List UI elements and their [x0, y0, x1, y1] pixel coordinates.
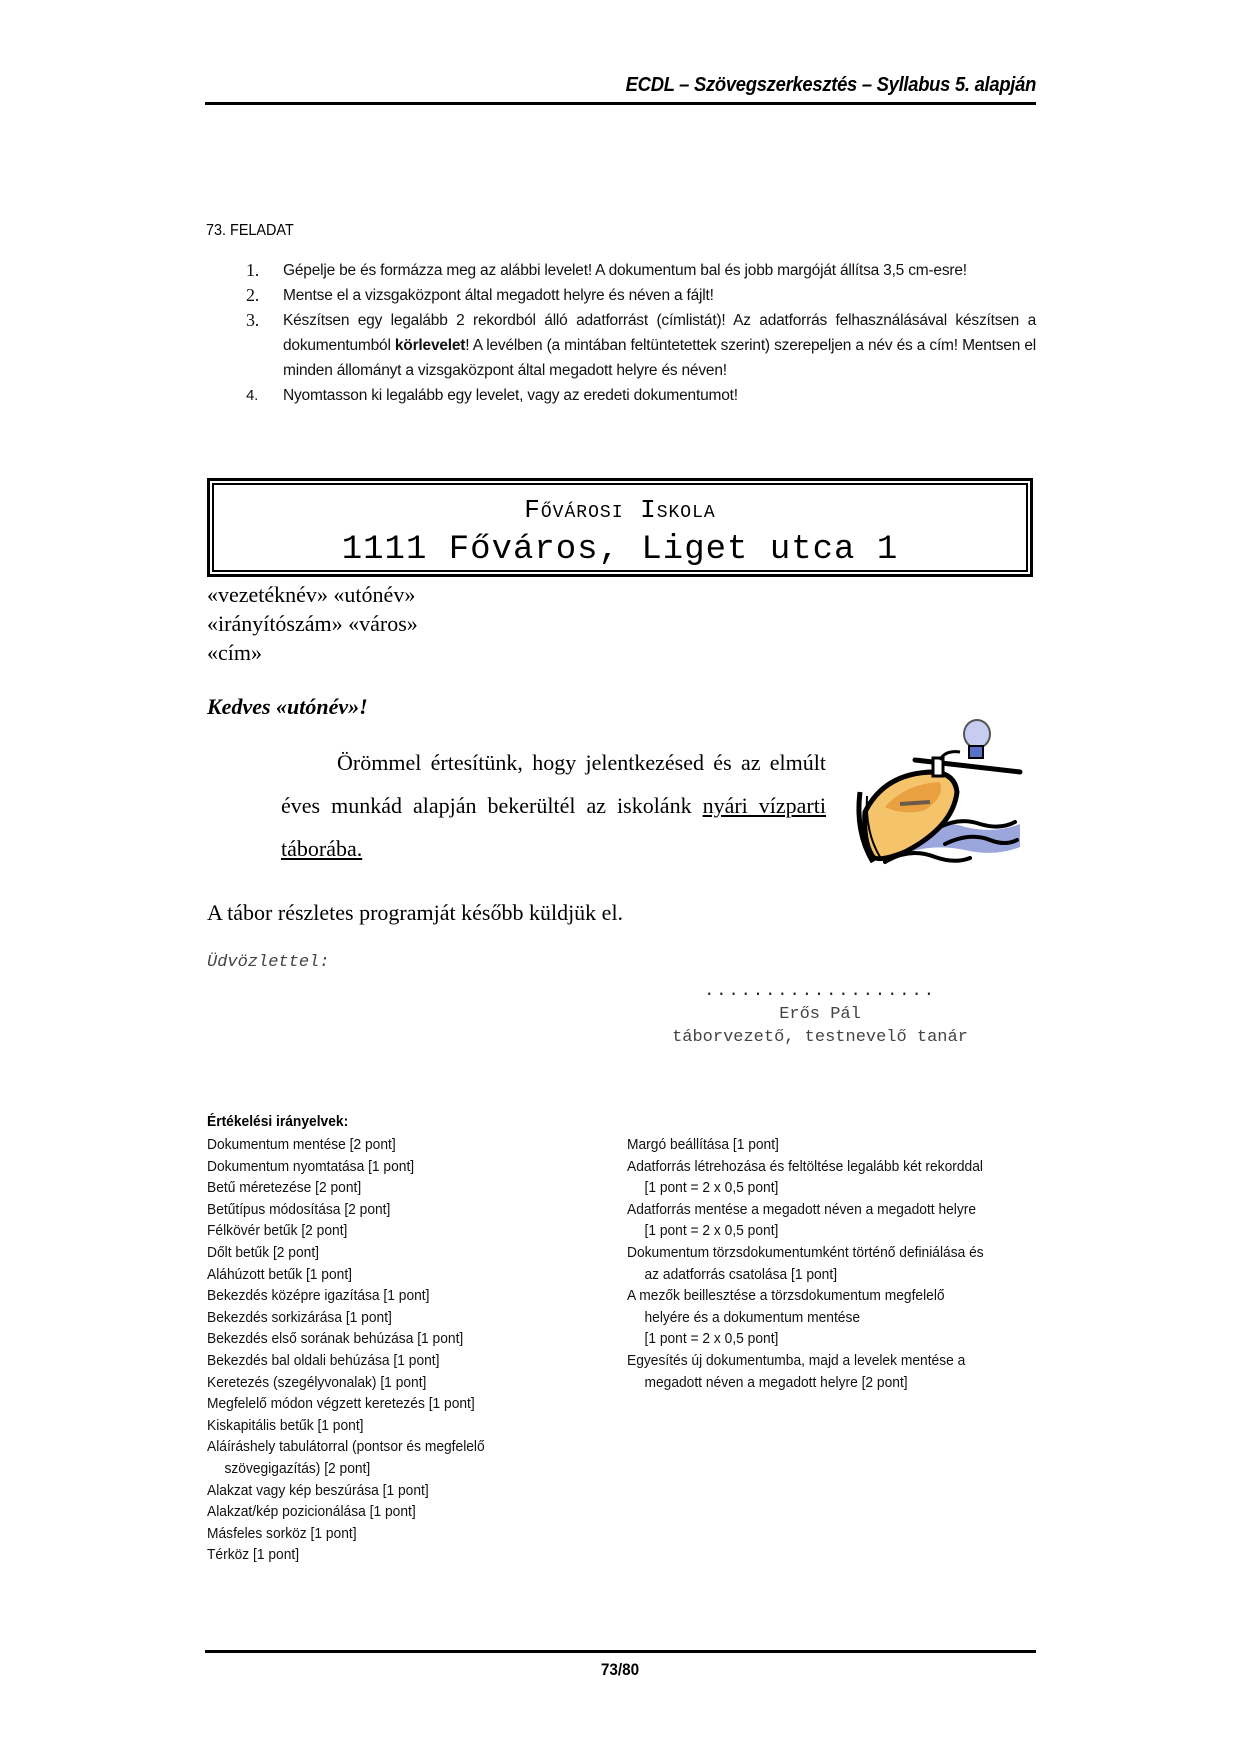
evaluation-item: Alakzat vagy kép beszúrása [1 pont] — [207, 1481, 429, 1499]
evaluation-item: Margó beállítása [1 pont] — [627, 1136, 779, 1153]
evaluation-item-continuation: az adatforrás csatolása [1 pont] — [644, 1265, 838, 1283]
evaluation-item: Adatforrás létrehozása és feltöltése legalább két rekorddal — [627, 1157, 983, 1175]
signature-line: ................... — [704, 982, 936, 1001]
evaluation-item-continuation: [1 pont = 2 x 0,5 pont] — [644, 1179, 779, 1197]
evaluation-item: Kiskapitális betűk [1 pont] — [207, 1416, 364, 1434]
task-title: 73. FELADAT — [206, 222, 294, 239]
letter-body-underlined: nyári vízparti táborába. — [281, 793, 826, 861]
evaluation-item: Bekezdés középre igazítása [1 pont] — [207, 1287, 430, 1305]
evaluation-item: Alakzat/kép pozicionálása [1 pont] — [207, 1503, 416, 1521]
task-text: Készítsen egy legalább 2 rekordból álló adatforrást (címlistát)! Az adatforrás felhasználásával készítsen a dokumentumból — [283, 312, 1036, 354]
task-item — [240, 383, 1036, 408]
evaluation-list-left — [207, 1134, 587, 1566]
evaluation-item: Egyesítés új dokumentumba, majd a levelek mentése a — [627, 1351, 966, 1369]
signer-role: táborvezető, testnevelő tanár — [672, 1028, 968, 1047]
merge-field-city: «irányítószám» «város» — [207, 611, 418, 636]
evaluation-item: Keretezés (szegélyvonalak) [1 pont] — [207, 1373, 427, 1391]
evaluation-item: Bekezdés sorkizárása [1 pont] — [207, 1308, 392, 1326]
evaluation-item: Adatforrás mentése a megadott néven a megadott helyre — [627, 1200, 977, 1218]
merge-field-name: «vezetéknév» «utónév» — [207, 582, 416, 607]
evaluation-item-continuation: szövegigazítás) [2 pont] — [224, 1459, 371, 1477]
page-number: 73/80 — [600, 1660, 640, 1679]
task-item — [240, 258, 1036, 283]
evaluation-item: Dokumentum mentése [2 pont] — [207, 1136, 396, 1153]
footer-rule — [205, 1650, 1036, 1653]
evaluation-item-continuation: megadott néven a megadott helyre [2 pont] — [644, 1373, 908, 1391]
evaluation-title: Értékelési irányelvek: — [207, 1113, 349, 1130]
letter-closing: A tábor részletes programját később küldjük el. — [207, 900, 624, 925]
letterhead-box — [207, 478, 1033, 577]
evaluation-item-continuation: [1 pont = 2 x 0,5 pont] — [644, 1222, 779, 1240]
merge-field-address: «cím» — [207, 640, 262, 665]
task-text: Gépelje be és formázza meg az alábbi levelet! A dokumentum bal és jobb margóját állítsa 3,5 cm-esre! — [283, 262, 967, 279]
task-text-bold: körlevelet — [394, 337, 466, 354]
task-text: ! A levélben (a mintában feltüntetettek szerint) szerepeljen a név és a cím! Mentsen el minden állományt a vizsgaközpont által megadott helyre és néven! — [283, 337, 1036, 379]
evaluation-item: A mezők beillesztése a törzsdokumentum megfelelő — [627, 1287, 945, 1305]
evaluation-item: Bekezdés első sorának behúzása [1 pont] — [207, 1330, 464, 1348]
task-number: 2. — [246, 285, 260, 305]
task-item — [240, 283, 1036, 308]
signer-name: Erős Pál — [779, 1005, 861, 1024]
evaluation-item-continuation: helyére és a dokumentum mentése — [644, 1308, 861, 1326]
letter-greeting: Kedves «utónév»! — [207, 694, 368, 719]
evaluation-item-continuation: [1 pont = 2 x 0,5 pont] — [644, 1330, 779, 1348]
running-header: ECDL – Szövegszerkesztés – Syllabus 5. alapján — [625, 74, 1036, 96]
school-name: Fővárosi Iskola — [524, 495, 716, 525]
task-number: 4. — [246, 387, 259, 404]
school-address: 1111 Főváros, Liget utca 1 — [341, 531, 899, 569]
evaluation-item: Dokumentum törzsdokumentumként történő definiálása és — [627, 1243, 984, 1261]
evaluation-item: Aláhúzott betűk [1 pont] — [207, 1265, 353, 1283]
evaluation-item: Másfeles sorköz [1 pont] — [207, 1524, 357, 1542]
task-item — [240, 308, 1036, 383]
evaluation-item: Betű méretezése [2 pont] — [207, 1179, 362, 1197]
evaluation-item: Betűtípus módosítása [2 pont] — [207, 1200, 391, 1218]
evaluation-item: Dőlt betűk [2 pont] — [207, 1243, 320, 1261]
letter-body-text: Örömmel értesítünk, hogy jelentkezésed és az elmúlt éves munkád alapján bekerültél az iskolánk — [281, 750, 826, 818]
evaluation-item: Dokumentum nyomtatása [1 pont] — [207, 1157, 415, 1175]
task-text: Mentse el a vizsgaközpont által megadott helyre és néven a fájlt! — [283, 287, 714, 304]
task-list — [240, 258, 1036, 408]
evaluation-item: Aláíráshely tabulátorral (pontsor és megfelelő — [207, 1438, 485, 1456]
task-number: 1. — [246, 260, 260, 280]
evaluation-item: Térköz [1 pont] — [207, 1546, 300, 1564]
evaluation-list-right — [627, 1134, 1047, 1393]
header-rule — [205, 102, 1036, 105]
evaluation-item: Bekezdés bal oldali behúzása [1 pont] — [207, 1351, 440, 1369]
signature-block — [600, 980, 1040, 1049]
task-text: Nyomtasson ki legalább egy levelet, vagy az eredeti dokumentumot! — [283, 387, 738, 404]
task-number: 3. — [246, 310, 260, 330]
evaluation-item: Félkövér betűk [2 pont] — [207, 1222, 348, 1240]
letter-body — [281, 741, 826, 870]
boat-icon — [845, 712, 1025, 872]
evaluation-item: Megfelelő módon végzett keretezés [1 pont] — [207, 1395, 475, 1413]
salutation: Üdvözlettel: — [207, 953, 330, 972]
merge-fields — [207, 580, 418, 667]
